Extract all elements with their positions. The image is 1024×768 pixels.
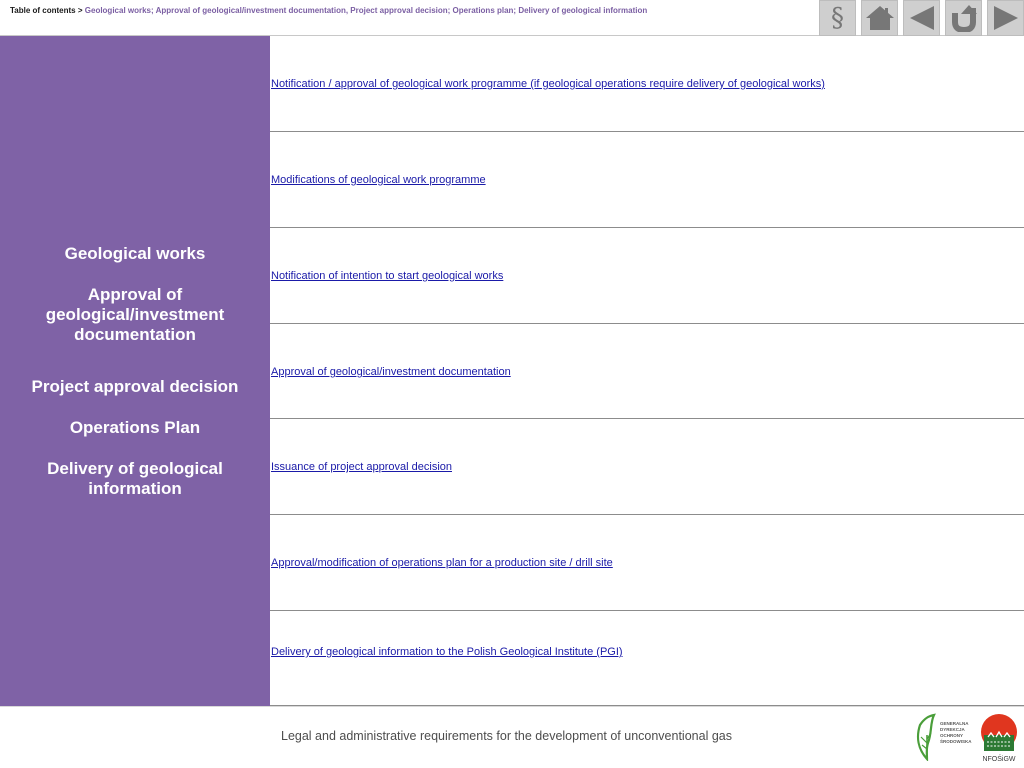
nfos-emblem-icon: [978, 713, 1020, 755]
breadcrumb: [10, 6, 810, 16]
list-item: [270, 611, 1024, 706]
breadcrumb-root-link[interactable]: Table of contents: [10, 6, 76, 15]
link-notification-start-works[interactable]: Notification of intention to start geological works: [271, 270, 504, 282]
link-approval-documentation[interactable]: Approval of geological/investment documentation: [271, 366, 511, 378]
sidebar-item-geological-works[interactable]: Geological works: [64, 244, 206, 263]
sidebar-item-delivery-geological-information[interactable]: Delivery of geological information: [47, 459, 223, 498]
footer: [0, 706, 1024, 768]
link-work-programme-modifications[interactable]: Modifications of geological work programme: [271, 174, 486, 186]
u-turn-icon: [949, 4, 979, 32]
list-item: [270, 36, 1024, 132]
nfos-logo-text: NFOŚiGW: [982, 756, 1016, 763]
breadcrumb-current-path: Geological works; Approval of geological/investment documentation, Project approval decision; Operations plan; Delivery of geological information: [84, 6, 648, 15]
link-project-approval-decision[interactable]: Issuance of project approval decision: [271, 461, 452, 473]
header-bar: [0, 0, 1024, 36]
section-sign-icon: §: [831, 3, 844, 33]
triangle-left-icon: [907, 4, 937, 32]
sidebar: [0, 36, 270, 706]
list-item: [270, 324, 1024, 419]
link-operations-plan[interactable]: Approval/modification of operations plan for a production site / drill site: [271, 557, 613, 569]
gdos-logo-text: GENERALNA DYREKCJA OCHRONY ŚRODOWISKA: [940, 721, 972, 744]
leaf-logo-icon: [914, 713, 940, 761]
law-button[interactable]: [819, 0, 856, 36]
sidebar-item-operations-plan[interactable]: Operations Plan: [69, 418, 201, 437]
sidebar-item-project-approval-decision[interactable]: Project approval decision: [31, 377, 239, 396]
sidebar-item-approval-documentation[interactable]: Approval of geological/investment documentation: [45, 285, 225, 344]
link-work-programme-approval[interactable]: Notification / approval of geological work programme (if geological operations require delivery of geological works): [271, 78, 825, 90]
list-item: [270, 515, 1024, 611]
breadcrumb-separator: >: [75, 6, 85, 15]
list-item: [270, 419, 1024, 515]
nav-toolbar: [819, 0, 1024, 36]
home-button[interactable]: [861, 0, 898, 36]
list-item: [270, 228, 1024, 324]
footer-title: Legal and administrative requirements for the development of unconventional gas: [281, 729, 732, 743]
list-item: [270, 132, 1024, 228]
return-button[interactable]: [945, 0, 982, 36]
home-icon: [865, 4, 895, 32]
forward-button[interactable]: [987, 0, 1024, 36]
nfos-logo: [978, 713, 1020, 765]
link-delivery-geological-information[interactable]: Delivery of geological information to the Polish Geological Institute (PGI): [271, 646, 623, 658]
gdos-logo: [914, 713, 974, 765]
procedure-list: [270, 36, 1024, 706]
triangle-right-icon: [991, 4, 1021, 32]
back-button[interactable]: [903, 0, 940, 36]
